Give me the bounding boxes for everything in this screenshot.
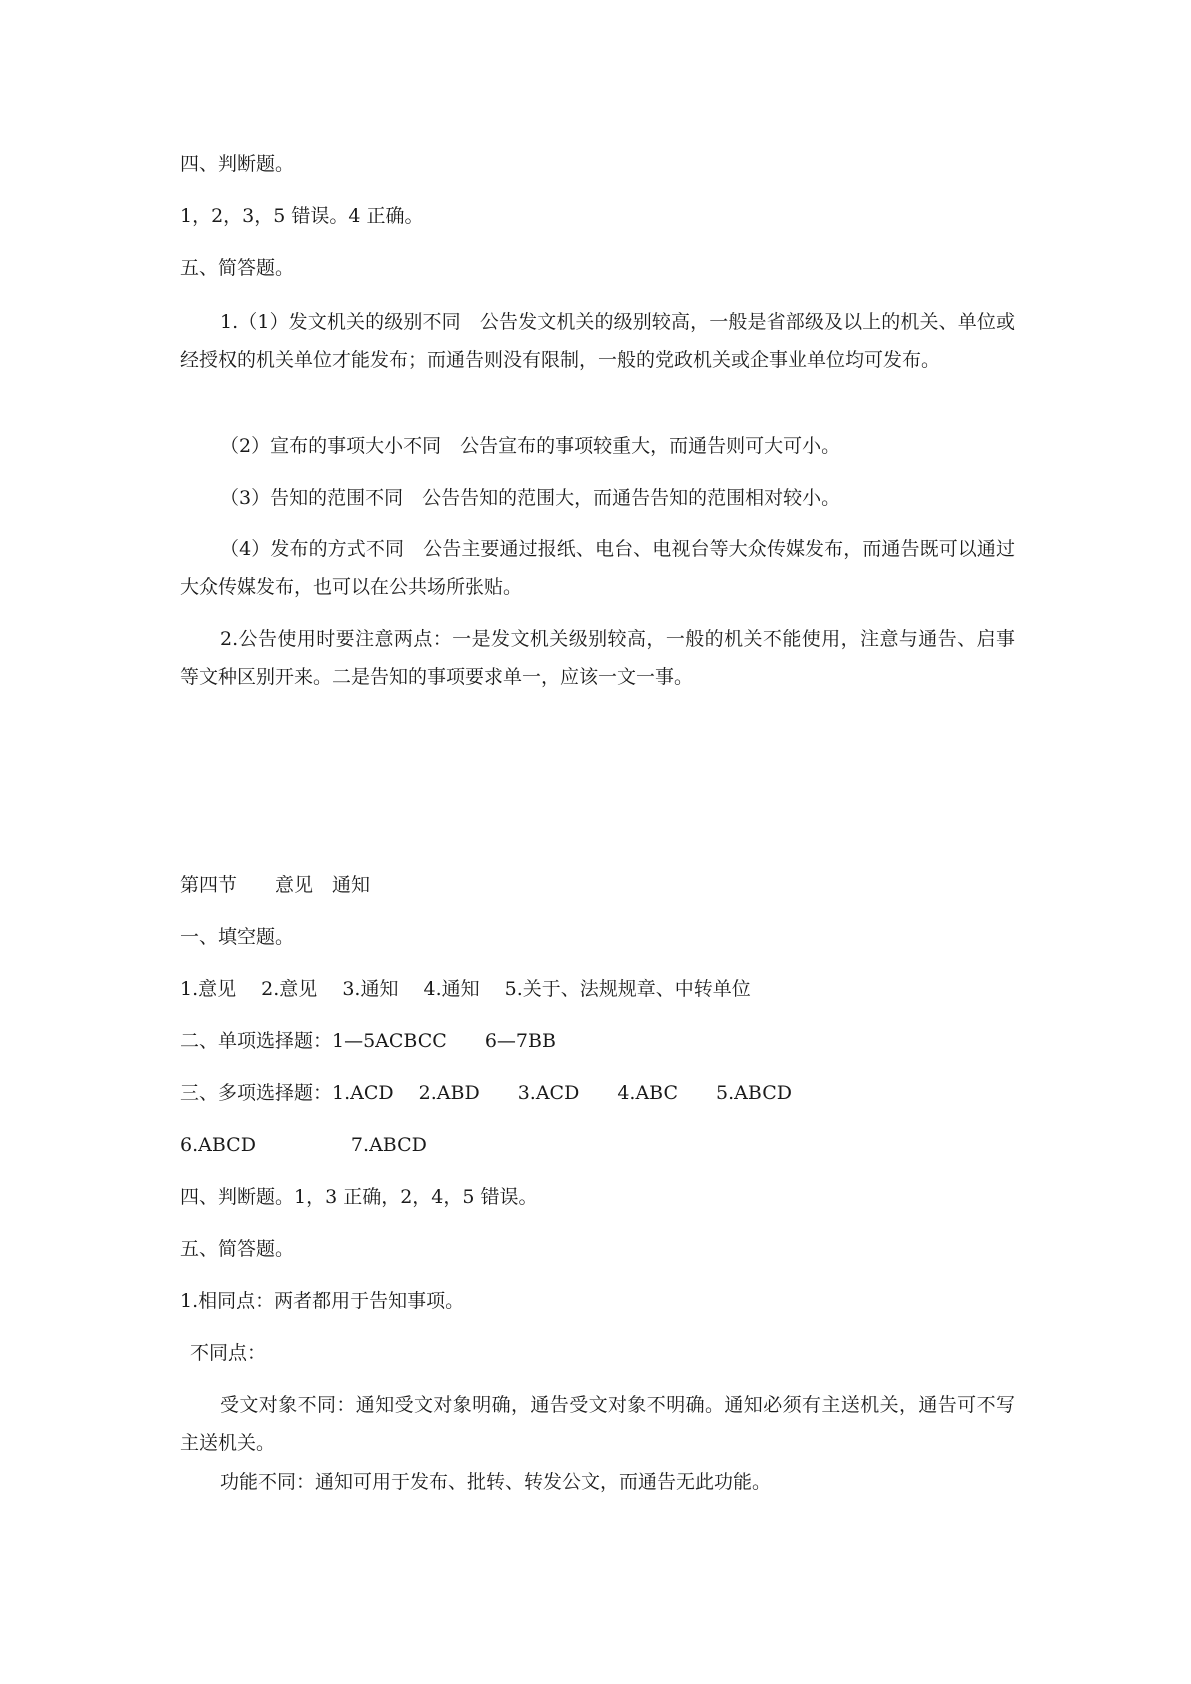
section-title: 第四节 意见 通知: [180, 874, 371, 896]
answer-judge-1: 1，2，3，5 错误。4 正确。: [180, 205, 424, 227]
heading-judge-1: 四、判断题。: [180, 153, 295, 175]
heading-short-answer-1: 五、简答题。: [180, 257, 295, 279]
answer-multi-choice-line2: 6.ABCD 7.ABCD: [180, 1134, 427, 1156]
answer-same-points: 1.相同点：两者都用于告知事项。: [180, 1290, 465, 1312]
answer-q1-part1: 1.（1）发文机关的级别不同 公告发文机关的级别较高，一般是省部级及以上的机关、单位或经授权的机关单位才能发布；而通告则没有限制，一般的党政机关或企事业单位均可发布。: [180, 311, 1015, 371]
heading-fill-blank: 一、填空题。: [180, 926, 295, 948]
answer-q1-part2: （2）宣布的事项大小不同 公告宣布的事项较重大，而通告则可大可小。: [220, 435, 841, 457]
answer-diff-1: 受文对象不同：通知受文对象明确，通告受文对象不明确。通知必须有主送机关，通告可不写主送机关。: [180, 1394, 1015, 1454]
answer-single-choice: 二、单项选择题：1—5ACBCC 6—7BB: [180, 1030, 556, 1052]
answer-judge-2: 四、判断题。1，3 正确，2，4，5 错误。: [180, 1186, 538, 1208]
heading-short-answer-2: 五、简答题。: [180, 1238, 295, 1260]
answer-fill-blank: 1.意见 2.意见 3.通知 4.通知 5.关于、法规规章、中转单位: [180, 978, 751, 1000]
answer-q2: 2.公告使用时要注意两点：一是发文机关级别较高，一般的机关不能使用，注意与通告、启事等文种区别开来。二是告知的事项要求单一，应该一文一事。: [180, 628, 1015, 688]
answer-q1-part3: （3）告知的范围不同 公告告知的范围大，而通告告知的范围相对较小。: [220, 487, 841, 509]
answer-diff-2: 功能不同：通知可用于发布、批转、转发公文，而通告无此功能。: [220, 1471, 772, 1493]
answer-multi-choice-line1: 三、多项选择题：1.ACD 2.ABD 3.ACD 4.ABC 5.ABCD: [180, 1082, 792, 1104]
answer-q1-part4: （4）发布的方式不同 公告主要通过报纸、电台、电视台等大众传媒发布，而通告既可以通过大众传媒发布，也可以在公共场所张贴。: [180, 538, 1015, 598]
answer-diff-points-label: 不同点：: [190, 1342, 267, 1364]
